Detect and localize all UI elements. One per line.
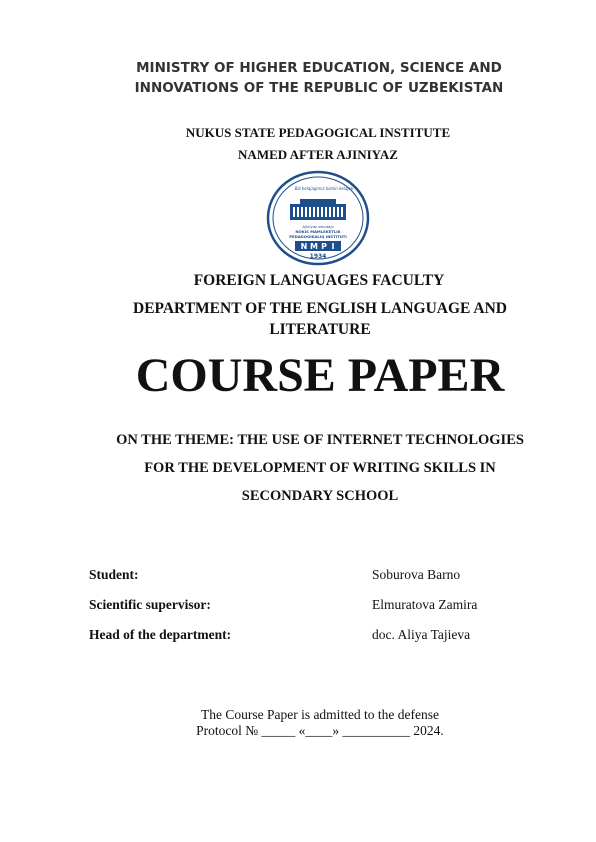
supervisor-value: Elmuratova Zamira <box>372 597 478 612</box>
defense-note-line-1: The Course Paper is admitted to the defense <box>200 707 440 722</box>
logo-subtitle: Ajiniyaz atındaǵı <box>302 224 334 229</box>
logo-year: 1934 <box>309 253 327 260</box>
ministry-heading <box>0 58 596 98</box>
logo-letter-p: P <box>321 242 327 251</box>
theme-block <box>22 426 596 510</box>
faculty-name: FOREIGN LANGUAGES FACULTY <box>193 272 445 289</box>
institute-line-1: NUKUS STATE PEDAGOGICAL INSTITUTE <box>185 125 451 140</box>
student-label: Student: <box>89 567 139 582</box>
logo-letter-i: I <box>331 242 335 251</box>
theme-line-3: SECONDARY SCHOOL <box>241 488 399 504</box>
supervisor-label: Scientific supervisor: <box>89 597 211 612</box>
logo-motto: Biz kelajagimiz biznin kelajak <box>294 186 354 191</box>
document-title: COURSE PAPER <box>135 349 505 402</box>
head-of-department-value: doc. Aliya Tajieva <box>372 627 471 642</box>
theme-line-1: ON THE THEME: THE USE OF INTERNET TECHNOLOGIES <box>116 432 524 448</box>
department-name: DEPARTMENT OF THE ENGLISH LANGUAGE AND LITERATURE <box>133 300 507 338</box>
student-value: Soburova Barno <box>372 567 461 582</box>
institute-heading <box>18 122 596 166</box>
ministry-line-1: MINISTRY OF HIGHER EDUCATION, SCIENCE AND <box>136 60 502 76</box>
logo-letter-n: N <box>300 242 308 251</box>
logo-name-line-2: PEDAGOGIKALIQ INSTITUTI <box>289 234 347 239</box>
institute-line-2: NAMED AFTER AJINIYAZ <box>238 147 398 162</box>
theme-line-2: FOR THE DEVELOPMENT OF WRITING SKILLS IN <box>144 460 496 476</box>
institute-logo <box>266 170 370 266</box>
head-of-department-label: Head of the department: <box>89 627 232 642</box>
defense-note <box>22 707 596 739</box>
logo-letter-m: M <box>310 242 318 251</box>
protocol-line: Protocol № _____ «____» __________ 2024. <box>196 723 444 738</box>
logo-name-line-1: NÓKIS MÁMLEKETLIK <box>295 229 341 234</box>
ministry-line-2: INNOVATIONS OF THE REPUBLIC OF UZBEKISTAN <box>134 80 504 96</box>
